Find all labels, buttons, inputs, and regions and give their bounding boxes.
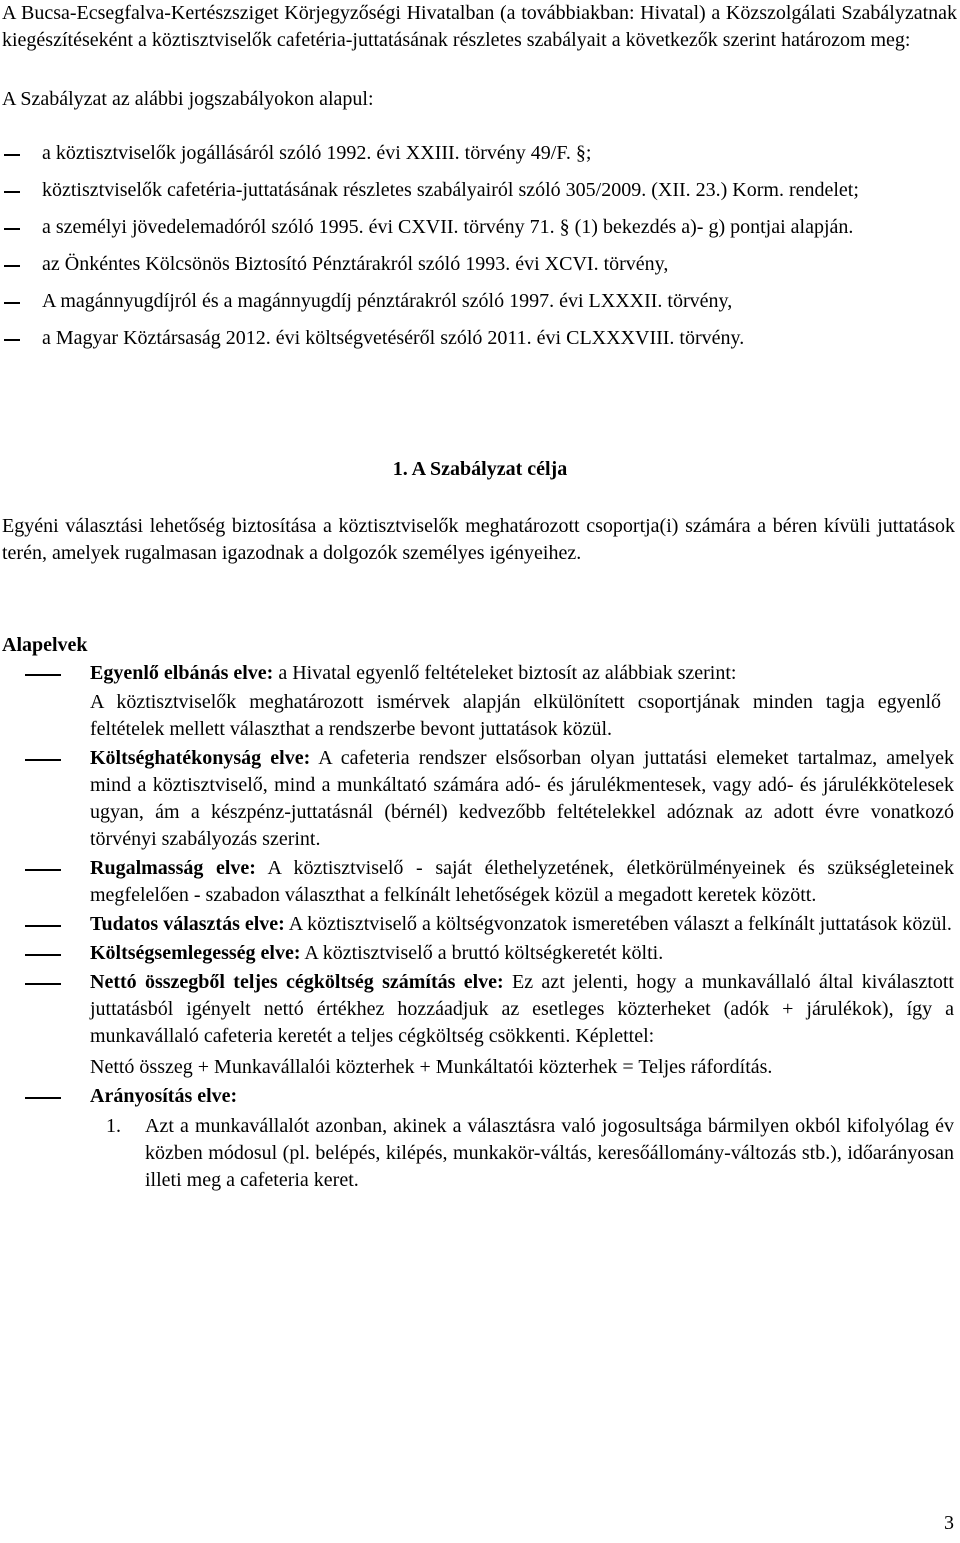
principle-item <box>0 911 954 938</box>
principle-item <box>0 969 954 1081</box>
principle-item <box>0 660 954 743</box>
law-item <box>0 140 956 167</box>
item-text: Azt a munkavállalót azonban, akinek a választásra való jogosultsága bármilyen okból kifolyólag év közben módosul (pl. belépés, kilépés, munkakör-váltás, keresőállomány-változás stb.), időarányosan illeti meg a cafeteria keret. <box>145 1115 954 1191</box>
principle-title: Költséghatékonyság elve: <box>90 747 311 769</box>
goal-paragraph: Egyéni választási lehetőség biztosítása a köztisztviselők meghatározott csoportja(i) számára a béren kívüli juttatások terén, amelyek rugalmasan igazodnak a dolgozók személyes igényeihez. <box>2 515 955 564</box>
basis-intro: A Szabályzat az alábbi jogszabályokon alapul: <box>2 88 374 110</box>
law-list <box>0 140 960 352</box>
formula-line: Nettó összeg + Munkavállalói közterhek + Munkáltatói közterhek = Teljes ráfordítás. <box>90 1056 773 1078</box>
item-number: 1. <box>106 1115 121 1137</box>
principle-title: Egyenlő elbánás elve: <box>90 662 274 684</box>
principle-title: Arányosítás elve: <box>90 1085 238 1107</box>
principle-title: Költségsemlegesség elve: <box>90 942 301 964</box>
principle-text: A cafeteria rendszer elsősorban olyan juttatási elemeket tartalmaz, amelyek mind a köztisztviselő, mind a munkáltató számára adó- és járulékmentesek, vagy adó- és járulékkötelesek ugyan, ám a készpénz-juttatásnál (bérnél) kedvezőbb feltételekkel adóznak az adott évre vonatkozó törvényi szabályozás szerint. <box>90 747 954 850</box>
law-item <box>0 177 956 204</box>
principles-heading: Alapelvek <box>2 634 88 656</box>
law-text: A magánnyugdíjról és a magánnyugdíj pénztárakról szóló 1997. évi LXXXII. törvény, <box>42 290 733 312</box>
principle-title: Tudatos választás elve: <box>90 913 285 935</box>
law-text: a személyi jövedelemadóról szóló 1995. évi CXVII. törvény 71. § (1) bekezdés a)- g) pontjai alapján. <box>42 216 854 238</box>
principle-item <box>0 855 954 909</box>
principles-list <box>0 660 960 1194</box>
principle-text: Ez azt jelenti, hogy a munkavállaló által kiválasztott juttatásból igényelt nettó értékhez hozzáadjuk az esetleges közterheket (adók + járulékok), így a munkavállaló cafeteria keretét a teljes cégköltség csökkenti. Képlettel: <box>90 971 954 1047</box>
principle-text: A köztisztviselő a bruttó költségkeretét költi. <box>300 942 664 964</box>
law-item <box>0 325 956 352</box>
law-item <box>0 251 956 278</box>
principle-item <box>0 745 954 853</box>
intro-paragraph: A Bucsa-Ecsegfalva-Kertészsziget Körjegyzőségi Hivatalban (a továbbiakban: Hivatal) a Közszolgálati Szabályzatnak kiegészítéseként a köztisztviselők cafetéria-juttatásának részletes szabályait a következők szerint határozom meg: <box>2 2 957 51</box>
law-item <box>0 214 956 241</box>
principle-text: a Hivatal egyenlő feltételeket biztosít az alábbiak szerint: <box>273 662 737 684</box>
principle-item <box>0 1083 954 1194</box>
principle-item <box>0 940 954 967</box>
law-text: a köztisztviselők jogállásáról szóló 1992. évi XXIII. törvény 49/F. §; <box>42 142 592 164</box>
law-text: köztisztviselők cafetéria-juttatásának részletes szabályairól szóló 305/2009. (XII. 23.) Korm. rendelet; <box>42 179 859 201</box>
page-number: 3 <box>944 1512 954 1534</box>
law-text: az Önkéntes Kölcsönös Biztosító Pénztárakról szóló 1993. évi XCVI. törvény, <box>42 253 669 275</box>
section-title: 1. A Szabályzat célja <box>392 458 568 480</box>
principle-text: A köztisztviselő - saját élethelyzetének, életkörülményeinek és szükségleteinek megfelelően - szabadon választhat a felkínált lehetőségek közül a megadott keretek között. <box>90 857 954 906</box>
numbered-list <box>90 1113 954 1194</box>
principle-title: Rugalmasság elve: <box>90 857 256 879</box>
numbered-item <box>90 1113 954 1194</box>
law-item <box>0 288 956 315</box>
principle-title: Nettó összegből teljes cégköltség számítás elve: <box>90 971 504 993</box>
principle-subtext: A köztisztviselők meghatározott ismérvek alapján elkülönített csoportjának minden tagja egyenlő feltételek mellett választhat a rendszerbe bevont juttatások közül. <box>90 691 941 740</box>
law-text: a Magyar Köztársaság 2012. évi költségvetéséről szóló 2011. évi CLXXXVIII. törvény. <box>42 327 745 349</box>
principle-text: A köztisztviselő a költségvonzatok ismeretében választ a felkínált juttatások közül. <box>284 913 952 935</box>
